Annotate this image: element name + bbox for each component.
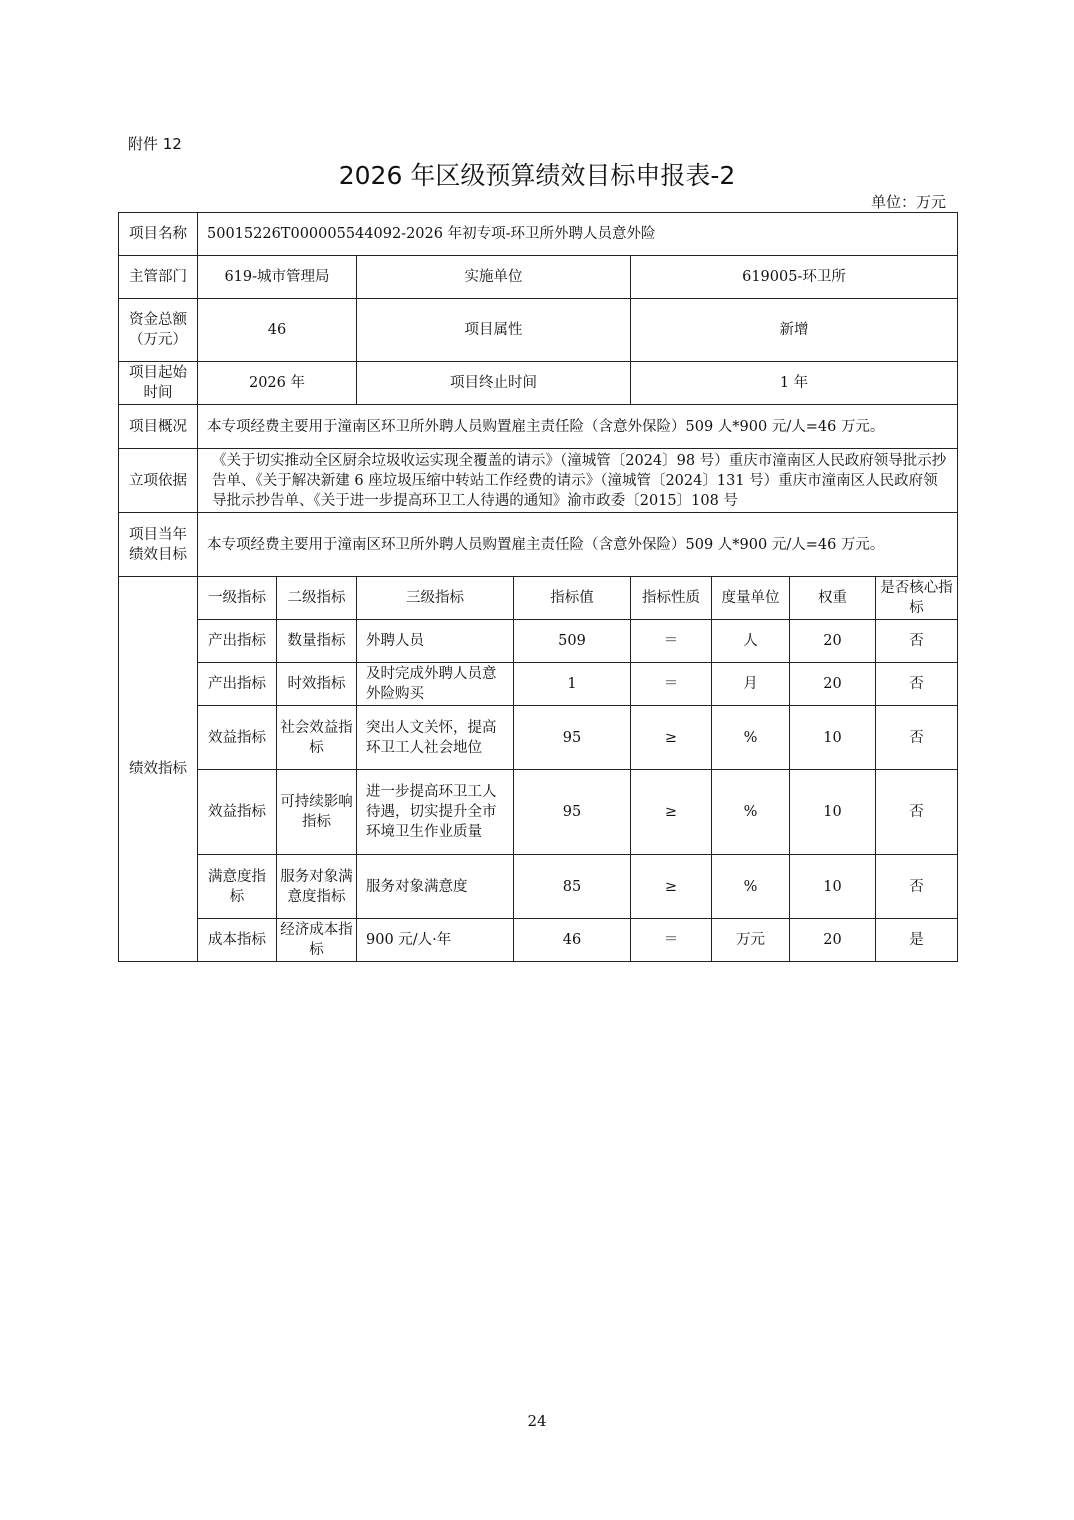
core-cell: 否	[876, 663, 958, 706]
level3-cell: 突出人文关怀，提高环卫工人社会地位	[357, 706, 514, 770]
unit-cell: 万元	[712, 919, 790, 962]
header-nature: 指标性质	[631, 577, 712, 620]
header-level3: 三级指标	[357, 577, 514, 620]
department-value: 619-城市管理局	[198, 256, 357, 299]
level2-cell: 数量指标	[277, 620, 357, 663]
indicator-row	[119, 663, 958, 706]
end-value: 1 年	[631, 362, 958, 405]
end-label: 项目终止时间	[357, 362, 631, 405]
nature-cell: ＝	[631, 620, 712, 663]
indicator-row	[119, 770, 958, 855]
header-weight: 权重	[790, 577, 876, 620]
indicator-header-row	[119, 577, 958, 620]
core-cell: 否	[876, 706, 958, 770]
start-label: 项目起始时间	[119, 362, 198, 405]
value-cell: 1	[514, 663, 631, 706]
nature-cell: ≥	[631, 855, 712, 919]
level3-cell: 外聘人员	[357, 620, 514, 663]
indicators-section-label: 绩效指标	[119, 577, 198, 962]
weight-cell: 10	[790, 855, 876, 919]
core-cell: 否	[876, 620, 958, 663]
value-cell: 509	[514, 620, 631, 663]
funds-label: 资金总额（万元）	[119, 299, 198, 362]
unit-cell: 月	[712, 663, 790, 706]
level2-cell: 时效指标	[277, 663, 357, 706]
goal-label: 项目当年绩效目标	[119, 513, 198, 577]
basis-value: 《关于切实推动全区厨余垃圾收运实现全覆盖的请示》（潼城管〔2024〕98 号）重庆市潼南区人民政府领导批示抄告单、《关于解决新建 6 座垃圾压缩中转站工作经费的请示》（潼城管〔2024〕131 号）重庆市潼南区人民政府领导批示抄告单、《关于进一步提高环卫工人待遇的通知》渝市政委〔2015〕108 号	[198, 449, 958, 513]
level1-cell: 产出指标	[198, 620, 277, 663]
weight-cell: 10	[790, 706, 876, 770]
page-number: 24	[527, 1412, 547, 1430]
project-name-value: 50015226T000005544092-2026 年初专项-环卫所外聘人员意外险	[198, 213, 958, 256]
level1-cell: 产出指标	[198, 663, 277, 706]
basis-label: 立项依据	[119, 449, 198, 513]
value-cell: 95	[514, 770, 631, 855]
level2-cell: 社会效益指标	[277, 706, 357, 770]
header-unit: 度量单位	[712, 577, 790, 620]
value-cell: 85	[514, 855, 631, 919]
row-goal	[119, 513, 958, 577]
impl-unit-value: 619005-环卫所	[631, 256, 958, 299]
unit-label: 单位：万元	[870, 193, 946, 211]
row-overview	[119, 405, 958, 449]
unit-cell: %	[712, 706, 790, 770]
weight-cell: 20	[790, 620, 876, 663]
level3-cell: 900 元/人·年	[357, 919, 514, 962]
level2-cell: 可持续影响指标	[277, 770, 357, 855]
header-core: 是否核心指标	[876, 577, 958, 620]
row-funds	[119, 299, 958, 362]
level1-cell: 成本指标	[198, 919, 277, 962]
level3-cell: 进一步提高环卫工人待遇，切实提升全市环境卫生作业质量	[357, 770, 514, 855]
row-department	[119, 256, 958, 299]
impl-unit-label: 实施单位	[357, 256, 631, 299]
unit-cell: %	[712, 855, 790, 919]
indicator-row	[119, 919, 958, 962]
weight-cell: 20	[790, 919, 876, 962]
level1-cell: 满意度指标	[198, 855, 277, 919]
overview-value: 本专项经费主要用于潼南区环卫所外聘人员购置雇主责任险（含意外保险）509 人*900 元/人=46 万元。	[198, 405, 958, 449]
project-attr-label: 项目属性	[357, 299, 631, 362]
row-time	[119, 362, 958, 405]
weight-cell: 10	[790, 770, 876, 855]
indicator-row	[119, 855, 958, 919]
project-attr-value: 新增	[631, 299, 958, 362]
goal-value: 本专项经费主要用于潼南区环卫所外聘人员购置雇主责任险（含意外保险）509 人*900 元/人=46 万元。	[198, 513, 958, 577]
value-cell: 95	[514, 706, 631, 770]
level1-cell: 效益指标	[198, 706, 277, 770]
level2-cell: 经济成本指标	[277, 919, 357, 962]
core-cell: 否	[876, 770, 958, 855]
start-value: 2026 年	[198, 362, 357, 405]
header-value: 指标值	[514, 577, 631, 620]
weight-cell: 20	[790, 663, 876, 706]
budget-table	[118, 212, 958, 962]
indicator-row	[119, 706, 958, 770]
level3-cell: 服务对象满意度	[357, 855, 514, 919]
header-level1: 一级指标	[198, 577, 277, 620]
level1-cell: 效益指标	[198, 770, 277, 855]
project-name-label: 项目名称	[119, 213, 198, 256]
nature-cell: ＝	[631, 663, 712, 706]
attachment-label: 附件 12	[128, 135, 182, 153]
level2-cell: 服务对象满意度指标	[277, 855, 357, 919]
core-cell: 否	[876, 855, 958, 919]
nature-cell: ≥	[631, 770, 712, 855]
header-level2: 二级指标	[277, 577, 357, 620]
department-label: 主管部门	[119, 256, 198, 299]
nature-cell: ≥	[631, 706, 712, 770]
overview-label: 项目概况	[119, 405, 198, 449]
unit-cell: 人	[712, 620, 790, 663]
row-project-name	[119, 213, 958, 256]
funds-value: 46	[198, 299, 357, 362]
indicator-row	[119, 620, 958, 663]
row-basis	[119, 449, 958, 513]
nature-cell: ＝	[631, 919, 712, 962]
unit-cell: %	[712, 770, 790, 855]
value-cell: 46	[514, 919, 631, 962]
core-cell: 是	[876, 919, 958, 962]
page-title: 2026 年区级预算绩效目标申报表-2	[338, 161, 736, 190]
level3-cell: 及时完成外聘人员意外险购买	[357, 663, 514, 706]
